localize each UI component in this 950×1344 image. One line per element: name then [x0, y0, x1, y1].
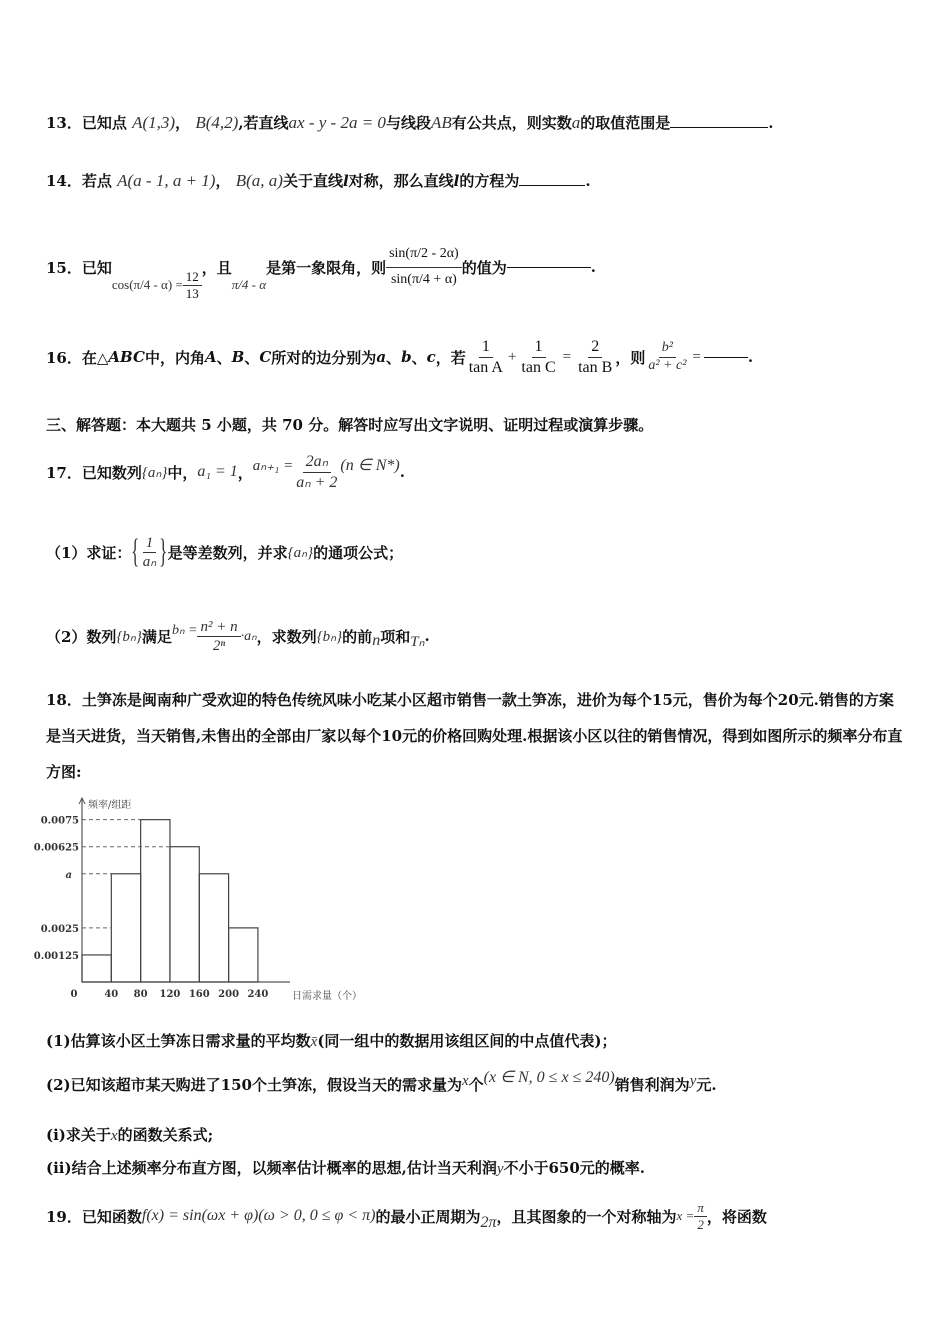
y-axis-label: 频率/组距 — [88, 800, 132, 811]
x-tick-label: 40 — [104, 989, 119, 1000]
section-title: 三、解答题：本大题共 5 小题，共 70 分。解答时应写出文字说明、证明过程或演算步骤。 — [46, 416, 654, 434]
q18-item1: (1)估算该小区土笋冻日需求量的平均数x̄(同一组中的数据用该组区间的中点值代表)； — [46, 1032, 617, 1050]
y-tick-label: a — [65, 869, 72, 881]
y-tick-label: 0.0075 — [40, 815, 79, 827]
q18-item-ii: (ii)结合上述频率分布直方图，以频率估计概率的思想,估计当天利润y不小于650元的概率. — [46, 1159, 646, 1177]
q17-part1: （1）求证： { $\frac{1}{\text{aₙ}}$ } 是等差数列，并求 {aₙ} 的通项公式； — [46, 533, 404, 570]
answer-blank — [670, 127, 768, 128]
x-tick-label: 120 — [159, 989, 181, 1000]
x-tick-label: 200 — [218, 989, 240, 1000]
x-tick-label: 0 — [70, 989, 78, 1000]
histogram-bar — [141, 820, 170, 982]
q17-part2: （2）数列 {bₙ} 满足 bₙ = $\frac{\text{n² + n}}{\text{2ⁿ}}$ ·aₙ ，求数列 {bₙ} 的前 n 项和 Tₙ . — [46, 618, 430, 654]
x-tick-label: 240 — [247, 989, 269, 1000]
histogram-bar — [199, 874, 228, 982]
frequency-histogram — [33, 790, 400, 1008]
q17: 17． 已知数列 {aₙ} 中， a₁ = 1 ， aₙ₊₁ = $\frac{\text{2aₙ}}{\text{aₙ + 2}}$ (n ∈ N*) . — [46, 453, 405, 491]
q19: 19． 已知函数 f(x) = sin(ωx + φ)(ω > 0, 0 ≤ φ < π) 的最小正周期为 2π ，且其图象的一个对称轴为 x = $\frac{\pi}{2}$ ，将函数 — [46, 1199, 767, 1232]
q13: 13．已知点 A(1,3)， B(4,2),若直线ax - y - 2a = 0与线段AB有公共点，则实数a的取值范围是 . — [46, 113, 774, 132]
q14: 14．若点 A(a - 1, a + 1)， B(a, a)关于直线l对称，那么直线l的方程为 . — [46, 171, 591, 190]
q18-item-i: (i)求关于x的函数关系式; — [46, 1126, 214, 1144]
x-axis-label: 日需求量（个） — [292, 991, 362, 1002]
x-tick-label: 80 — [133, 989, 148, 1000]
y-tick-label: 0.00125 — [33, 950, 79, 962]
y-tick-label: 0.00625 — [33, 842, 79, 854]
brace-left: { — [131, 533, 140, 570]
q18-item2: (2)已知该超市某天购进了150个土笋冻，假设当天的需求量为 x 个 (x ∈ N, 0 ≤ x ≤ 240) 销售利润为 y 元. — [46, 1069, 717, 1094]
answer-blank — [704, 357, 748, 358]
q15: 15． 已知 cos(π/4 - α) = $\frac{12}{13}$ ，且 π/4 - α 是第一象限角，则 $\frac{\sin(\pi/2 - 2\alpha)}{\sin(\pi/4 + \alpha)}$ 的值为 . — [46, 245, 596, 301]
y-tick-label: 0.0025 — [40, 923, 79, 935]
q18-paragraph: 18．土笋冻是闽南种广受欢迎的特色传统风味小吃某小区超市销售一款土笋冻，进价为每个15元，售价为每个20元.销售的方案是当天进货，当天销售,未售出的全部由厂家以每个10元的价格回购处理.根据该小区以往的销售情况，得到如图所示的频率分布直方图: — [46, 691, 903, 781]
histogram-bar — [111, 874, 140, 982]
histogram-bar — [82, 955, 111, 982]
x-tick-label: 160 — [188, 989, 210, 1000]
histogram-bar — [170, 847, 199, 982]
answer-blank — [519, 185, 585, 186]
histogram-bar — [229, 928, 258, 982]
q16: 16． 在△ ABC 中，内角 A 、 B 、 C 所对的边分别为 a 、 b 、 c ，若 $\frac{1}{\text{tan A}}$ + $\frac{1}{\text{tan C}}$ = $\frac{2}{\text{tan B}}$ ，则 $\frac{\text{b²}}{\text{a² + c²}}$ = . — [46, 338, 754, 376]
answer-blank — [507, 267, 591, 268]
brace-right: } — [159, 533, 168, 570]
